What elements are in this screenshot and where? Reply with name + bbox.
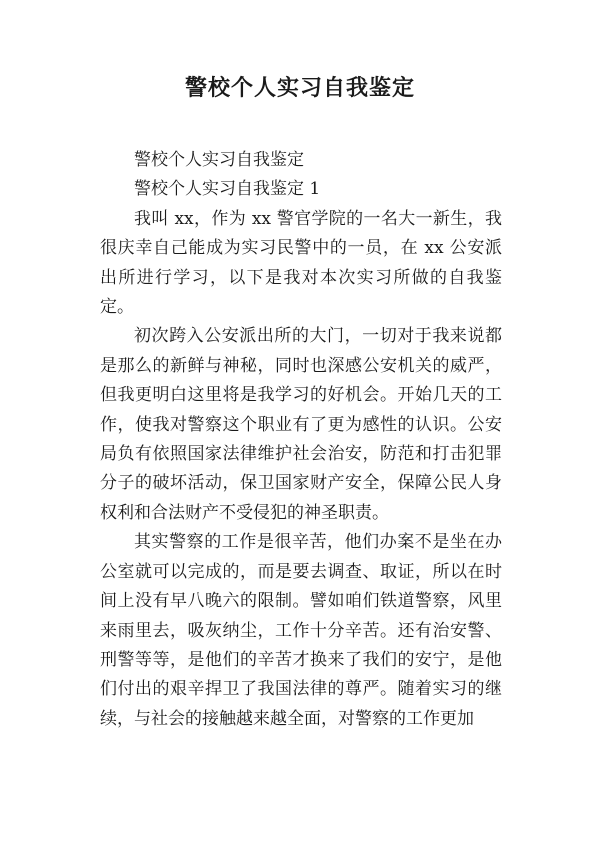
paragraph: 警校个人实习自我鉴定 1 [134, 179, 321, 200]
paragraph: 其实警察的工作是很辛苦，他们办案不是坐在办公室就可以完成的，而是要去调查、取证，所以在时间上没有早八晚六的限制。譬如咱们铁道警察，风里来雨里去，吸灰纳尘，工作十分辛苦。还有治安警、刑警等等，是他们的辛苦才换来了我们的安宁，是他们付出的艰辛捍卫了我国法律的尊严。随着实习的继续，与社会的接触越来越全面，对警察的工作更加 [100, 532, 502, 729]
document-body [100, 146, 502, 734]
paragraph: 初次跨入公安派出所的大门，一切对于我来说都是那么的新鲜与神秘，同时也深感公安机关的威严，但我更明白这里将是我学习的好机会。开始几天的工作，使我对警察这个职业有了更为感性的认识。公安局负有依照国家法律维护社会治安，防范和打击犯罪分子的破坏活动，保卫国家财产安全，保障公民人身权利和合法财产不受侵犯的神圣职责。 [100, 326, 502, 523]
document-title: 警校个人实习自我鉴定 [184, 76, 415, 101]
paragraph: 警校个人实习自我鉴定 [134, 150, 304, 170]
paragraph: 我叫 xx，作为 xx 警官学院的一名大一新生，我很庆幸自己能成为实习民警中的一员，在 xx 公安派出所进行学习，以下是我对本次实习所做的自我鉴定。 [100, 208, 502, 318]
